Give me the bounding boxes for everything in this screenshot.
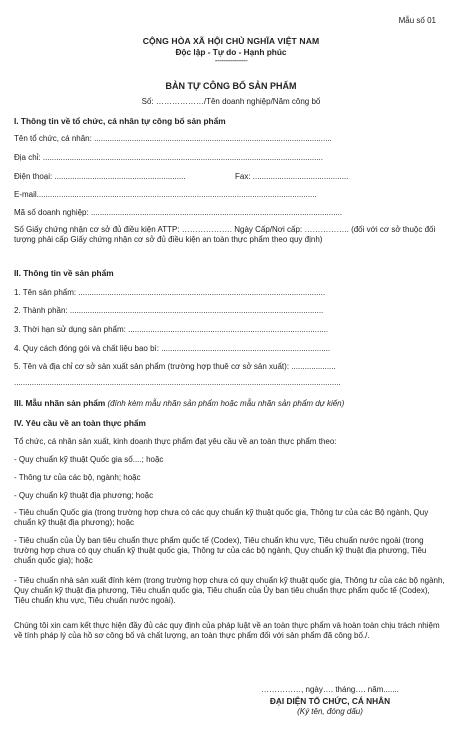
business-code-line: Mã số doanh nghiệp: ................................................................................................................. [14,208,343,217]
requirement-bullet-3: - Quy chuẩn kỹ thuật địa phương; hoặc [14,491,154,500]
form-number: Mẫu số 01 [398,16,436,25]
ingredients-line: 2. Thành phần: .................................................................................................................. [14,306,324,315]
org-name-line: Tên tổ chức, cá nhân: ........................................................................................................... [14,134,332,143]
section-2-heading: II. Thông tin về sản phẩm [14,268,114,278]
document-number-line: Số: ………………/Tên doanh nghiệp/Năm công bố [141,97,321,106]
requirement-bullet-2: - Thông tư của các bộ, ngành; hoặc [14,473,141,482]
address-line: Địa chỉ: .............................................................................................................................. [14,153,323,162]
commitment-paragraph: Chúng tôi xin cam kết thực hiện đầy đủ các quy định của pháp luật về an toàn thực phẩm và hoàn toàn chịu trách nhiệm về tính pháp lý của hồ sơ công bố và chất lượng, an toàn thực phẩm đối với sản phẩm đã công bố./. [14,621,440,640]
signer-title: ĐẠI DIỆN TỔ CHỨC, CÁ NHÂN [269,696,391,706]
requirement-bullet-4: - Tiêu chuẩn Quốc gia (trong trường hợp chưa có các quy chuẩn kỹ thuật quốc gia, Thông tư của các Bộ ngành, Quy chuẩn kỹ thuật địa phương); hoặc [14,508,429,527]
phone-line: Điện thoại: ........................................................... [14,172,186,181]
document-title: BẢN TỰ CÔNG BỐ SẢN PHẨM [165,81,297,91]
email-line: E-mail.............................................................................................................................. [14,190,317,199]
fax-line: Fax: ........................................... [235,172,349,181]
shelf-life-line: 3. Thời hạn sử dụng sản phẩm: .......................................................................................... [14,325,329,334]
section-4-intro: Tổ chức, cá nhân sản xuất, kinh doanh thực phẩm đạt yêu cầu về an toàn thực phẩm theo: [14,437,337,446]
requirement-bullet-5: - Tiêu chuẩn của Ủy ban tiêu chuẩn thực phẩm quốc tế (Codex), Tiêu chuẩn khu vực, Tiêu chuẩn nước ngoài (trong trường hợp chưa có quy chuẩn kỹ thuật quốc gia, Thông tư của các bộ ngành, Quy chuẩn kỹ thuật địa phương, Tiêu chuẩn quốc gia); hoặc [14,536,427,565]
requirement-bullet-1: - Quy chuẩn kỹ thuật Quốc gia số....; hoặc [14,455,164,464]
manufacturer-continuation-line: ................................................................................................................................................... [14,378,341,387]
signature-date-line: ……………, ngày…. tháng…. năm....... [261,685,399,694]
nation-name: CỘNG HÒA XÃ HỘI CHỦ NGHĨA VIỆT NAM [142,36,320,46]
packaging-line: 4. Quy cách đóng gói và chất liệu bao bì: ............................................................................ [14,344,331,353]
requirement-bullet-6: - Tiêu chuẩn nhà sản xuất đính kèm (trong trường hợp chưa có quy chuẩn kỹ thuật quốc gia, Thông tư của các bộ ngành, Quy chuẩn kỹ thuật địa phương, Tiêu chuẩn quốc gia, Tiêu chuẩn của Ủy ban tiêu chuẩn thực phẩm quốc tế (Codex), Tiêu chuẩn khu vực, Tiêu chuẩn nước ngoài). [14,576,445,605]
motto-separator: --------------- [214,56,248,65]
manufacturer-line: 5. Tên và địa chỉ cơ sở sản xuất sản phẩm (trường hợp thuê cơ sở sản xuất): .................... [14,362,336,371]
product-name-line: 1. Tên sản phẩm: ............................................................................................................... [14,288,326,297]
section-3-heading: III. Mẫu nhãn sản phẩm [14,398,106,408]
section-1-heading: I. Thông tin về tổ chức, cá nhân tự công bố sản phẩm [14,116,226,126]
signer-note: (Ký tên, đóng dấu) [297,707,363,716]
section-3-line [14,398,446,409]
section-4-heading: IV. Yêu cầu về an toàn thực phẩm [14,418,146,428]
nation-motto: Độc lập - Tự do - Hạnh phúc [175,47,287,57]
section-3-note: (đính kèm mẫu nhãn sản phẩm hoặc mẫu nhãn sản phẩm dự kiến) [107,399,345,408]
certificate-paragraph: Số Giấy chứng nhận cơ sở đủ điều kiện ATTP: ………………. Ngày Cấp/Nơi cấp: …………….. (đối với cơ sở thuộc đối tượng phải cấp Giấy chứng nhận cơ sở đủ điều kiện an toàn thực phẩm theo quy định) [14,225,436,244]
